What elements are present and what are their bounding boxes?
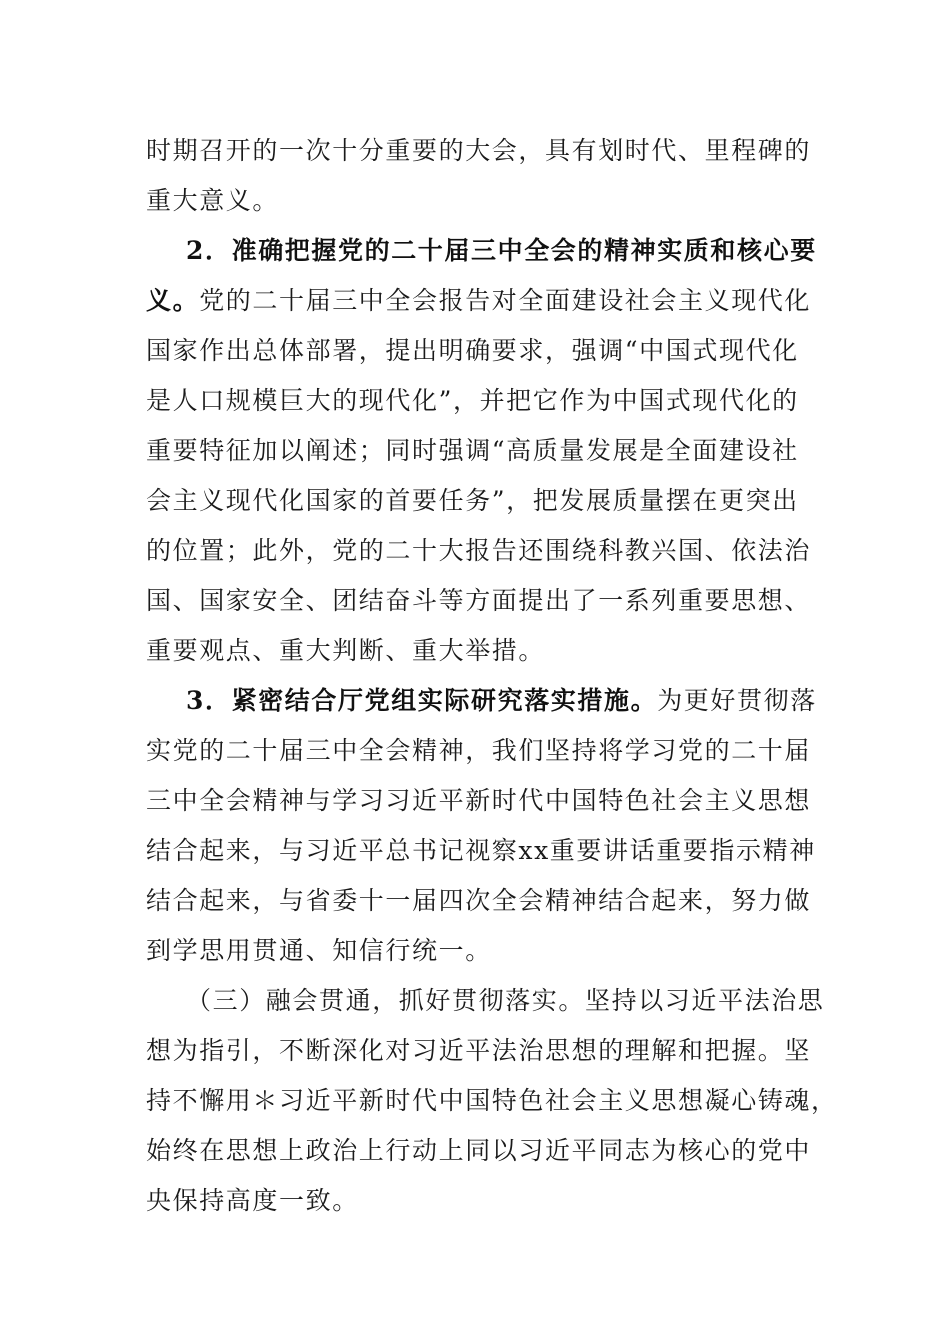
paragraph-line bbox=[186, 684, 817, 718]
paragraph-line: 央保持高度一致。 bbox=[146, 1186, 359, 1215]
paragraph-line: 重要观点、重大判断、重大举措。 bbox=[146, 636, 546, 665]
paragraph-text: 为更好贯彻落 bbox=[657, 686, 817, 715]
paragraph-line: （三）融会贯通，抓好贯彻落实。坚持以习近平法治思 bbox=[186, 986, 825, 1015]
paragraph-line: 国家作出总体部署，提出明确要求，强调“中国式现代化 bbox=[146, 336, 799, 365]
paragraph-line: 结合起来，与习近平总书记视察xx重要讲话重要指示精神 bbox=[146, 836, 816, 865]
paragraph-line: 想为指引，不断深化对习近平法治思想的理解和把握。坚 bbox=[146, 1036, 812, 1065]
section-heading-3: 3．紧密结合厅党组实际研究落实措施。 bbox=[186, 686, 658, 715]
paragraph-line: 的位置；此外，党的二十大报告还围绕科教兴国、依法治 bbox=[146, 536, 812, 565]
paragraph-line: 重大意义。 bbox=[146, 186, 280, 215]
paragraph-line: 时期召开的一次十分重要的大会，具有划时代、里程碑的 bbox=[146, 136, 812, 165]
paragraph-line: 始终在思想上政治上行动上同以习近平同志为核心的党中 bbox=[146, 1136, 812, 1165]
section-heading-2-end: 义。 bbox=[146, 286, 200, 315]
paragraph-line: 到学思用贯通、知信行统一。 bbox=[146, 936, 492, 965]
paragraph-line: 实党的二十届三中全会精神，我们坚持将学习党的二十届 bbox=[146, 736, 812, 765]
paragraph-text: 党的二十届三中全会报告对全面建设社会主义现代化 bbox=[199, 286, 812, 315]
paragraph-line: 是人口规模巨大的现代化”，并把它作为中国式现代化的 bbox=[146, 386, 799, 415]
paragraph-line: 会主义现代化国家的首要任务”，把发展质量摆在更突出 bbox=[146, 486, 799, 515]
paragraph-line: 三中全会精神与学习习近平新时代中国特色社会主义思想 bbox=[146, 786, 812, 815]
section-heading-2: 2．准确把握党的二十届三中全会的精神实质和核心要 bbox=[186, 236, 817, 265]
paragraph-line: 结合起来，与省委十一届四次全会精神结合起来，努力做 bbox=[146, 886, 812, 915]
paragraph-line: 重要特征加以阐述；同时强调“高质量发展是全面建设社 bbox=[146, 436, 799, 465]
paragraph-line bbox=[146, 284, 811, 318]
paragraph-line: 国、国家安全、团结奋斗等方面提出了一系列重要思想、 bbox=[146, 586, 812, 615]
paragraph-line: 持不懈用＊习近平新时代中国特色社会主义思想凝心铸魂， bbox=[146, 1086, 838, 1115]
